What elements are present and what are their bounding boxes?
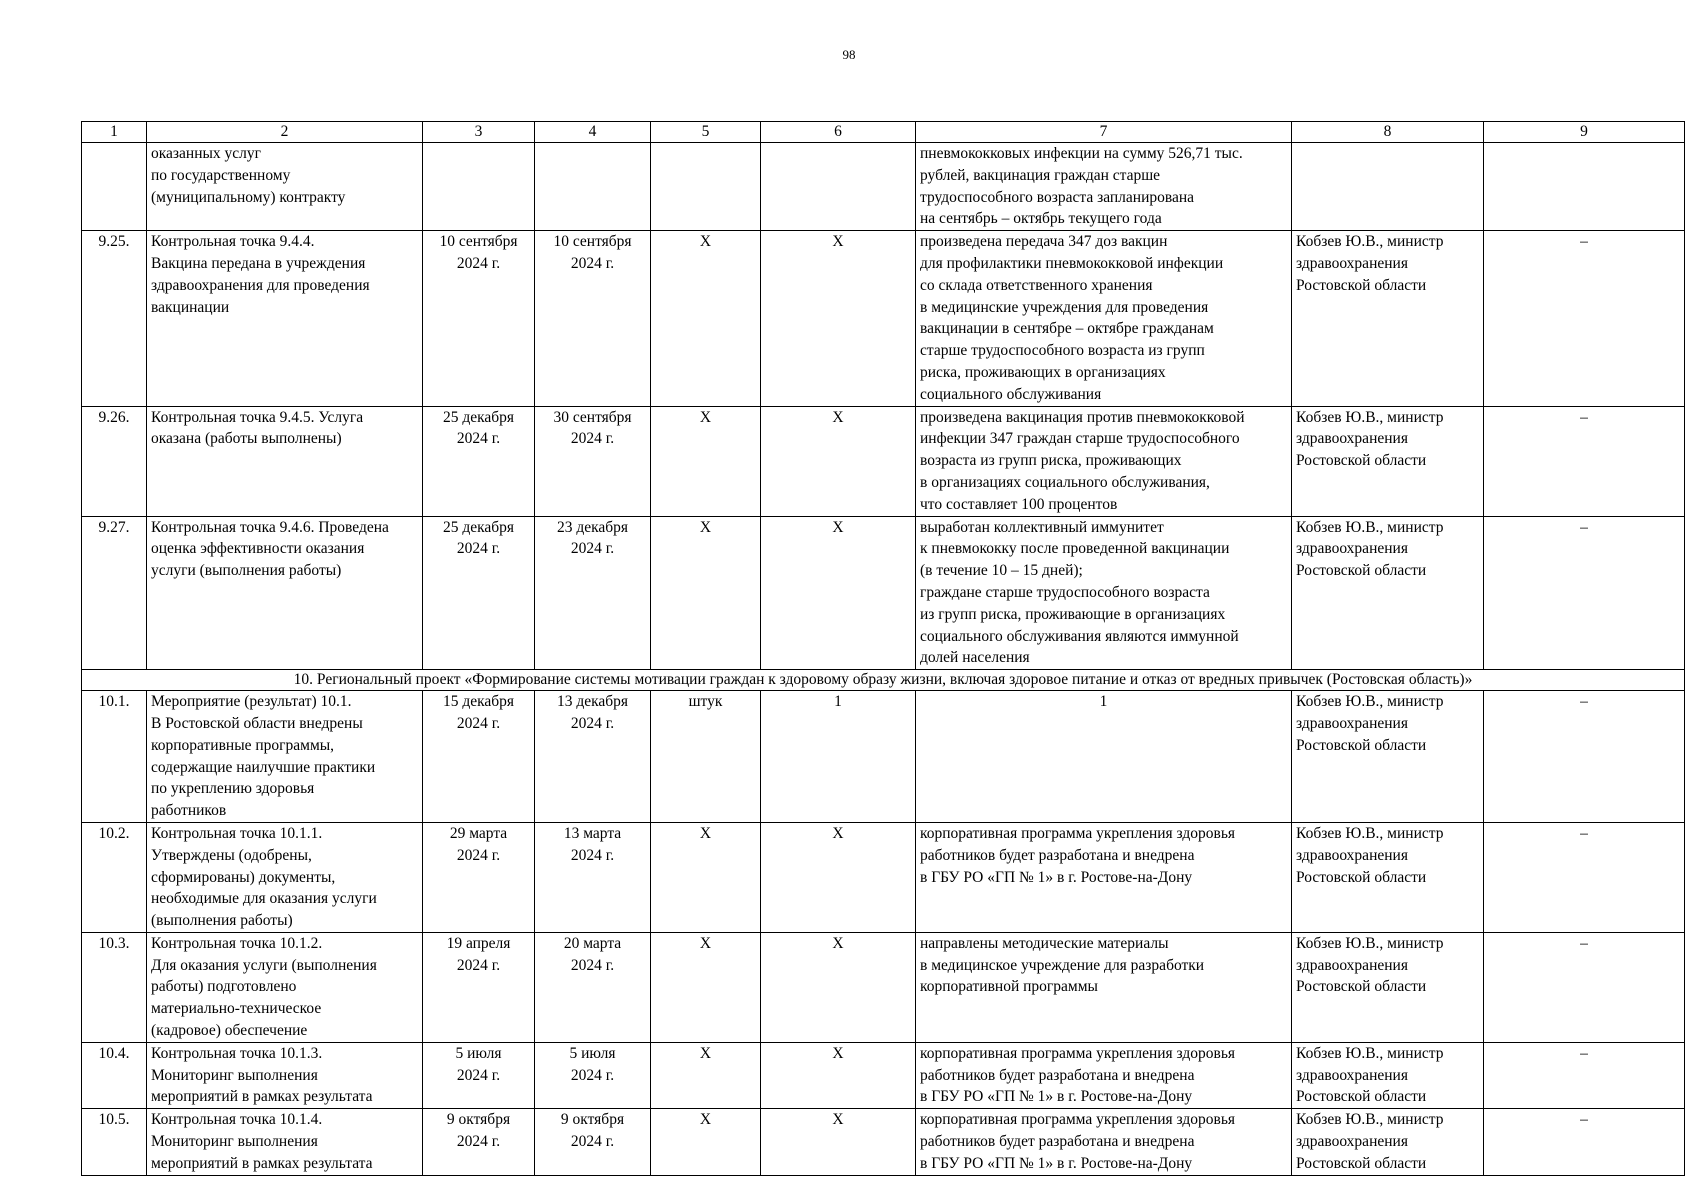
fact-date: 10 сентября 2024 г.	[535, 231, 651, 406]
table-row	[82, 231, 1685, 406]
row-name: Контрольная точка 9.4.5. Услуга оказана (работы выполнены)	[147, 406, 423, 516]
col5-value: Х	[651, 822, 761, 932]
plan-date: 29 марта 2024 г.	[423, 822, 535, 932]
row-number: 9.25.	[82, 231, 147, 406]
col6-value: Х	[761, 822, 916, 932]
col5-value: Х	[651, 1042, 761, 1108]
table-row	[82, 1042, 1685, 1108]
result-text: корпоративная программа укрепления здоровья работников будет разработана и внедрена в ГБУ РО «ГП № 1» в г. Ростове-на-Дону	[916, 1109, 1292, 1175]
continuation-row	[82, 143, 1685, 231]
header-cell: 5	[651, 122, 761, 143]
result-text: 1	[916, 691, 1292, 823]
header-cell: 1	[82, 122, 147, 143]
result-text: произведена передача 347 доз вакцин для профилактики пневмококковой инфекции со склада ответственного хранения в медицинские учреждения для проведения вакцинации в сентябре – октябре гражданам старше трудоспособного возраста из групп риска, проживающих в организациях социального обслуживания	[916, 231, 1292, 406]
col9-value: –	[1484, 516, 1685, 670]
fact-date: 20 марта 2024 г.	[535, 932, 651, 1042]
table-row	[82, 691, 1685, 823]
page-number: 98	[842, 47, 856, 62]
row-name: Контрольная точка 9.4.4. Вакцина передана в учреждения здравоохранения для проведения вакцинации	[147, 231, 423, 406]
result-text: корпоративная программа укрепления здоровья работников будет разработана и внедрена в ГБУ РО «ГП № 1» в г. Ростове-на-Дону	[916, 1042, 1292, 1108]
fact-date: 5 июля 2024 г.	[535, 1042, 651, 1108]
responsible: Кобзев Ю.В., министр здравоохранения Ростовской области	[1292, 1109, 1484, 1175]
fact-date: 13 марта 2024 г.	[535, 822, 651, 932]
section-row	[82, 670, 1685, 691]
responsible: Кобзев Ю.В., министр здравоохранения Ростовской области	[1292, 691, 1484, 823]
fact-date: 13 декабря 2024 г.	[535, 691, 651, 823]
report-table	[81, 121, 1685, 1176]
col5-value: Х	[651, 406, 761, 516]
row-number: 10.2.	[82, 822, 147, 932]
fact-date: 9 октября 2024 г.	[535, 1109, 651, 1175]
col5-value: Х	[651, 516, 761, 670]
responsible: Кобзев Ю.В., министр здравоохранения Ростовской области	[1292, 1042, 1484, 1108]
row-number: 9.27.	[82, 516, 147, 670]
col9-value: –	[1484, 406, 1685, 516]
responsible: Кобзев Ю.В., министр здравоохранения Ростовской области	[1292, 406, 1484, 516]
plan-date: 5 июля 2024 г.	[423, 1042, 535, 1108]
header-cell: 2	[147, 122, 423, 143]
row-number: 10.5.	[82, 1109, 147, 1175]
col6-value: Х	[761, 516, 916, 670]
result-text: направлены методические материалы в медицинское учреждение для разработки корпоративной программы	[916, 932, 1292, 1042]
plan-date: 10 сентября 2024 г.	[423, 231, 535, 406]
plan-date: 25 декабря 2024 г.	[423, 406, 535, 516]
responsible: Кобзев Ю.В., министр здравоохранения Ростовской области	[1292, 932, 1484, 1042]
responsible: Кобзев Ю.В., министр здравоохранения Ростовской области	[1292, 231, 1484, 406]
row-name: Контрольная точка 10.1.1. Утверждены (одобрены, сформированы) документы, необходимые для оказания услуги (выполнения работы)	[147, 822, 423, 932]
col6-value: Х	[761, 1042, 916, 1108]
row-number: 10.4.	[82, 1042, 147, 1108]
row-name: Контрольная точка 10.1.2. Для оказания услуги (выполнения работы) подготовлено материально-техническое (кадровое) обеспечение	[147, 932, 423, 1042]
col5-value: Х	[651, 1109, 761, 1175]
col9-value: –	[1484, 231, 1685, 406]
result-text: произведена вакцинация против пневмококковой инфекции 347 граждан старше трудоспособного возраста из групп риска, проживающих в организациях социального обслуживания, что составляет 100 процентов	[916, 406, 1292, 516]
result-text: корпоративная программа укрепления здоровья работников будет разработана и внедрена в ГБУ РО «ГП № 1» в г. Ростове-на-Дону	[916, 822, 1292, 932]
header-cell: 3	[423, 122, 535, 143]
row-number: 9.26.	[82, 406, 147, 516]
fact-date: 30 сентября 2024 г.	[535, 406, 651, 516]
col9-value: –	[1484, 1042, 1685, 1108]
table-row	[82, 516, 1685, 670]
header-cell: 8	[1292, 122, 1484, 143]
header-row	[82, 122, 1685, 143]
col9-value: –	[1484, 1109, 1685, 1175]
fact-date: 23 декабря 2024 г.	[535, 516, 651, 670]
row-name: Контрольная точка 10.1.3. Мониторинг выполнения мероприятий в рамках результата	[147, 1042, 423, 1108]
table-row	[82, 932, 1685, 1042]
col5-value: штук	[651, 691, 761, 823]
plan-date: 19 апреля 2024 г.	[423, 932, 535, 1042]
col6-value: Х	[761, 1109, 916, 1175]
table-row	[82, 406, 1685, 516]
responsible: Кобзев Ю.В., министр здравоохранения Ростовской области	[1292, 516, 1484, 670]
row-name: Мероприятие (результат) 10.1. В Ростовской области внедрены корпоративные программы, содержащие наилучшие практики по укреплению здоровья работников	[147, 691, 423, 823]
plan-date: 9 октября 2024 г.	[423, 1109, 535, 1175]
responsible: Кобзев Ю.В., министр здравоохранения Ростовской области	[1292, 822, 1484, 932]
continuation-result: пневмококковых инфекции на сумму 526,71 тыс. рублей, вакцинация граждан старше трудоспособного возраста запланирована на сентябрь – октябрь текущего года	[916, 143, 1292, 231]
header-cell: 9	[1484, 122, 1685, 143]
header-cell: 6	[761, 122, 916, 143]
col5-value: Х	[651, 932, 761, 1042]
row-number: 10.1.	[82, 691, 147, 823]
header-cell: 4	[535, 122, 651, 143]
table-row	[82, 1109, 1685, 1175]
row-name: Контрольная точка 9.4.6. Проведена оценка эффективности оказания услуги (выполнения работы)	[147, 516, 423, 670]
row-name: Контрольная точка 10.1.4. Мониторинг выполнения мероприятий в рамках результата	[147, 1109, 423, 1175]
plan-date: 25 декабря 2024 г.	[423, 516, 535, 670]
col5-value: Х	[651, 231, 761, 406]
continuation-name: оказанных услуг по государственному (муниципальному) контракту	[147, 143, 423, 231]
result-text: выработан коллективный иммунитет к пневмококку после проведенной вакцинации (в течение 10 – 15 дней); граждане старше трудоспособного возраста из групп риска, проживающие в организациях социального обслуживания являются иммунной долей населения	[916, 516, 1292, 670]
plan-date: 15 декабря 2024 г.	[423, 691, 535, 823]
col6-value: 1	[761, 691, 916, 823]
col9-value: –	[1484, 822, 1685, 932]
col6-value: Х	[761, 231, 916, 406]
col6-value: Х	[761, 406, 916, 516]
section-title: 10. Региональный проект «Формирование системы мотивации граждан к здоровому образу жизни, включая здоровое питание и отказ от вредных привычек (Ростовская область)»	[82, 670, 1685, 691]
col9-value: –	[1484, 932, 1685, 1042]
table-row	[82, 822, 1685, 932]
col9-value: –	[1484, 691, 1685, 823]
col6-value: Х	[761, 932, 916, 1042]
header-cell: 7	[916, 122, 1292, 143]
row-number: 10.3.	[82, 932, 147, 1042]
